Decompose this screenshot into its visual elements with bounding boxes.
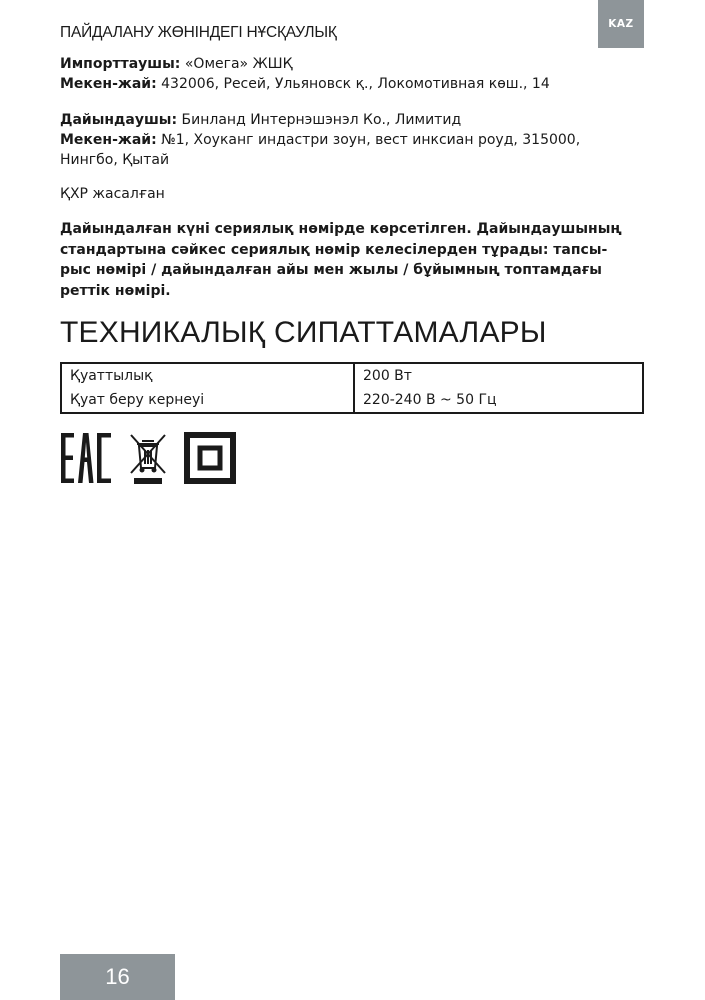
specs-table — [60, 362, 644, 414]
serial-note-line: стандартына сәйкес сериялық нөмір келесілерден тұрады: тапсы- — [60, 241, 608, 258]
importer-info — [60, 54, 650, 94]
spec-value: 200 Вт — [363, 368, 412, 384]
importer-label: Импорттаушы: — [60, 56, 181, 72]
manufacturer-value: Бинланд Интернэшэнэл Ко., Лимитид — [177, 112, 462, 128]
class-ii-double-insulation-icon — [184, 432, 236, 484]
table-row — [61, 363, 643, 388]
specs-heading: ТЕХНИКАЛЫҚ СИПАТТАМАЛАРЫ — [60, 316, 547, 349]
table-row — [61, 388, 643, 413]
serial-note-line: рыс нөмірі / дайындалған айы мен жылы / бұйымның топтамдағы — [60, 262, 602, 278]
manufacturer-address-line2: Нингбо, Қытай — [60, 152, 170, 168]
manual-title: ПАЙДАЛАНУ ЖӨНІНДЕГІ НҰСҚАУЛЫҚ — [60, 24, 337, 41]
serial-number-note — [60, 219, 650, 301]
spec-value: 220-240 В ~ 50 Гц — [363, 392, 497, 408]
manufacturer-info — [60, 110, 650, 170]
manufacturer-address-label: Мекен-жай: — [60, 132, 157, 148]
crossed-bin-icon — [128, 432, 168, 486]
eac-mark-icon — [60, 432, 112, 484]
page-number: 16 — [60, 954, 175, 1000]
country-of-origin: ҚХР жасалған — [60, 186, 165, 202]
manufacturer-label: Дайындаушы: — [60, 112, 178, 128]
importer-value: «Омега» ЖШҚ — [180, 56, 293, 72]
importer-address-label: Мекен-жай: — [60, 76, 157, 92]
serial-note-line: Дайындалған күні сериялық нөмірде көрсетілген. Дайындаушының — [60, 221, 622, 237]
manufacturer-address-line1: №1, Хоуканг индастри зоун, вест инксиан роуд, 315000, — [156, 132, 581, 148]
language-badge: KAZ — [598, 0, 644, 48]
importer-address: 432006, Ресей, Ульяновск қ., Локомотивная көш., 14 — [156, 76, 550, 92]
serial-note-line: реттік нөмірі. — [60, 282, 171, 299]
spec-label: Қуаттылық — [61, 363, 354, 388]
spec-label: Қуат беру кернеуі — [61, 388, 354, 413]
